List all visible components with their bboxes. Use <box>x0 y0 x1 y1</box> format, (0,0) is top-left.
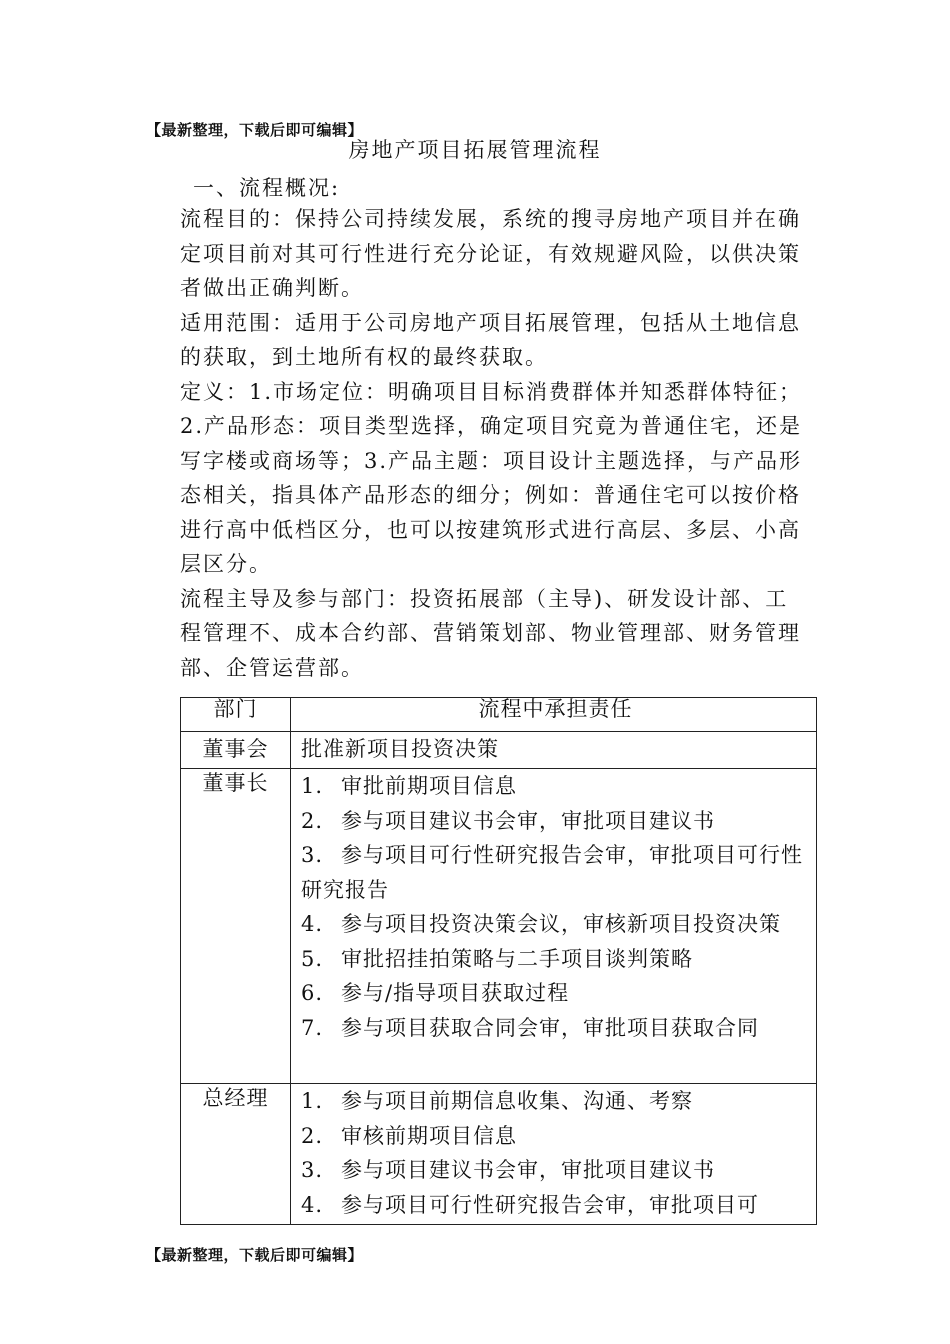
table-row <box>181 732 817 769</box>
item-number: 7. <box>301 1015 324 1040</box>
scope-paragraph: 适用范围：适用于公司房地产项目拓展管理，包括从土地信息的获取，到土地所有权的最终获取。 <box>180 310 801 369</box>
item-number: 1. <box>301 774 324 798</box>
item-number: 3. <box>301 1158 324 1182</box>
item-number: 6. <box>301 981 324 1005</box>
item-number: 2. <box>301 1123 324 1148</box>
item-number: 3. <box>301 843 324 867</box>
item-text: 审批招挂拍策略与二手项目谈判策略 <box>341 946 693 971</box>
item-number: 2. <box>301 808 324 833</box>
list-item <box>301 1153 810 1188</box>
list-item <box>301 1011 810 1046</box>
responsibility-cell <box>291 769 817 1084</box>
departments-paragraph: 流程主导及参与部门：投资拓展部（主导)、研发设计部、工程管理不、成本合约部、营销策划部、物业管理部、财务管理部、企管运营部。 <box>180 586 801 680</box>
list-item <box>301 1084 810 1119</box>
item-text: 参与项目可行性研究报告会审，审批项目可行性研究报告 <box>301 843 803 902</box>
responsibility-table <box>180 697 817 1225</box>
document-title: 房地产项目拓展管理流程 <box>348 138 602 162</box>
item-number: 1. <box>301 1089 324 1113</box>
list-item <box>301 942 810 977</box>
list-item <box>301 838 810 907</box>
table-row <box>181 1084 817 1225</box>
item-text: 审批前期项目信息 <box>341 774 517 798</box>
responsibility-cell: 批准新项目投资决策 <box>291 732 817 769</box>
header-dept: 部门 <box>181 698 291 732</box>
item-text: 审核前期项目信息 <box>341 1123 517 1148</box>
definition-paragraph: 定义：1.市场定位：明确项目目标消费群体并知悉群体特征；2.产品形态：项目类型选择，确定项目究竟为普通住宅，还是写字楼或商场等；3.产品主题：项目设计主题选择，与产品形态相关，指具体产品形态的细分；例如：普通住宅可以按价格进行高中低档区分，也可以按建筑形式进行高层、多层、小高层区分。 <box>180 379 803 576</box>
overview-body <box>180 202 810 685</box>
list-item <box>301 769 810 804</box>
list-item <box>301 907 810 942</box>
dept-cell: 董事会 <box>181 732 291 769</box>
list-item <box>301 976 810 1011</box>
item-text: 参与项目可行性研究报告会审，审批项目可 <box>341 1192 759 1217</box>
item-text: 参与项目前期信息收集、沟通、考察 <box>341 1089 693 1113</box>
list-item <box>301 1188 810 1223</box>
item-number: 5. <box>301 946 324 971</box>
bottom-banner: 【最新整理，下载后即可编辑】 <box>146 1246 364 1264</box>
responsibility-cell <box>291 1084 817 1225</box>
item-text: 参与项目获取合同会审，审批项目获取合同 <box>341 1015 759 1040</box>
top-banner: 【最新整理，下载后即可编辑】 <box>146 121 364 139</box>
item-number: 4. <box>301 912 324 936</box>
item-text: 参与项目建议书会审，审批项目建议书 <box>341 808 715 833</box>
dept-cell: 总经理 <box>181 1084 291 1225</box>
section-heading: 一、流程概况: <box>193 176 341 200</box>
item-text: 参与项目投资决策会议，审核新项目投资决策 <box>341 912 781 936</box>
table-row <box>181 769 817 1084</box>
item-text: 参与/指导项目获取过程 <box>341 981 570 1005</box>
header-responsibility: 流程中承担责任 <box>291 698 817 732</box>
table-header-row <box>181 698 817 732</box>
list-item <box>301 804 810 839</box>
purpose-paragraph: 流程目的：保持公司持续发展，系统的搜寻房地产项目并在确定项目前对其可行性进行充分论证，有效规避风险，以供决策者做出正确判断。 <box>180 207 801 300</box>
list-item <box>301 1119 810 1154</box>
dept-cell: 董事长 <box>181 769 291 1084</box>
item-text: 参与项目建议书会审，审批项目建议书 <box>341 1158 715 1182</box>
item-number: 4. <box>301 1192 324 1217</box>
